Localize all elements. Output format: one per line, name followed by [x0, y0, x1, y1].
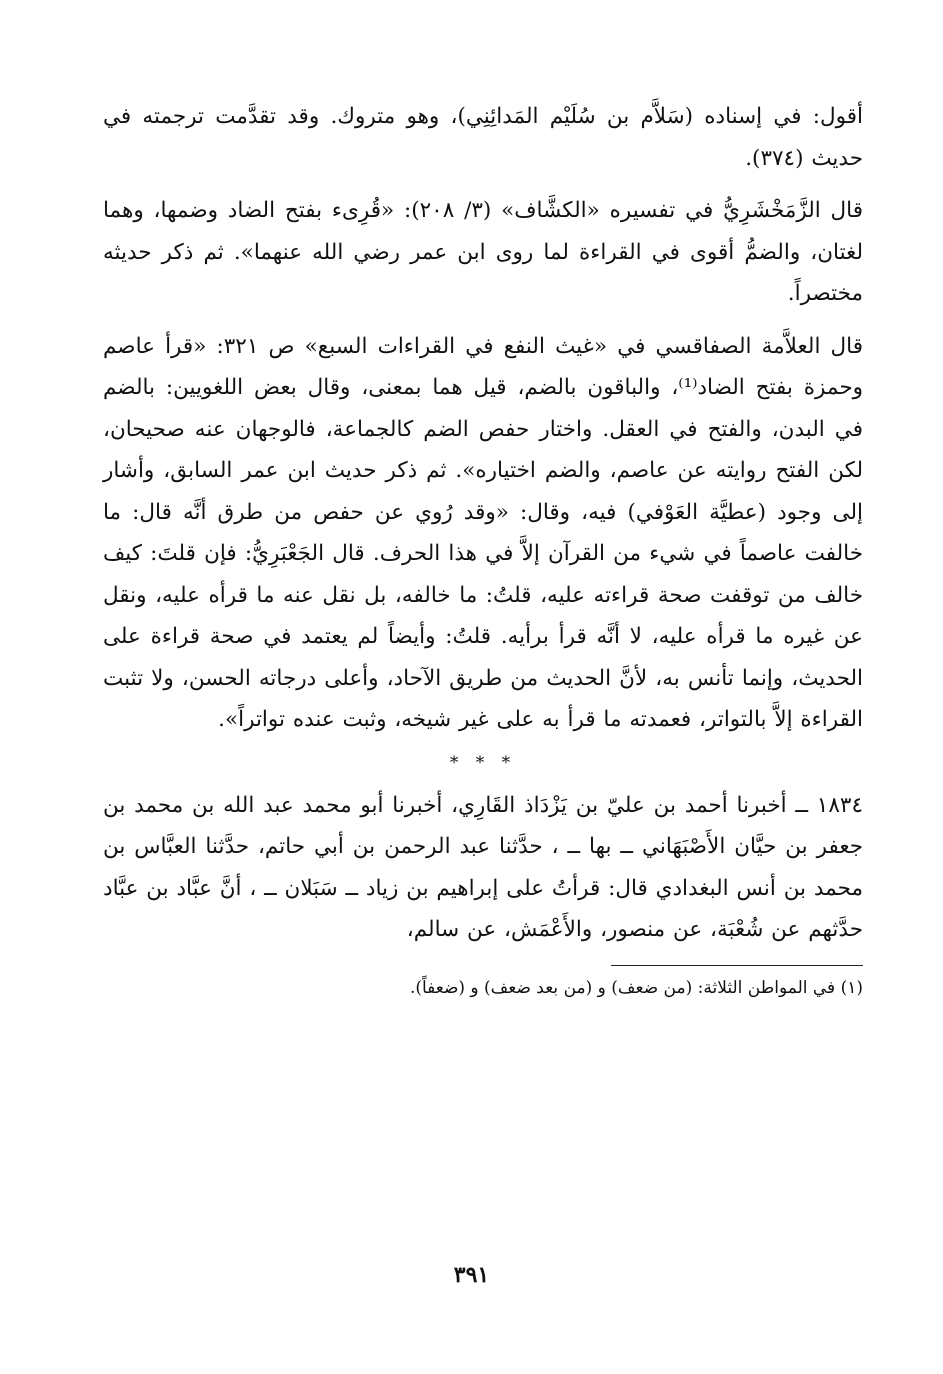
footnote-divider: [611, 965, 863, 966]
paragraph-3: قال العلاَّمة الصفاقسي في «غيث النفع في القراءات السبع» ص ٣٢١: «قرأ عاصم وحمزة بفتح الضاد⁽¹⁾، والباقون بالضم، قيل هما بمعنى، وقال بعض اللغويين: بالضم في البدن، والفتح في العقل. واختار حفص الضم كالجماعة، فالوجهان عنه صحيحان، لكن الفتح روايته عن عاصم، والضم اختياره». ثم ذكر حديث ابن عمر السابق، وأشار إلى وجود (عطيَّة العَوْفي) فيه، وقال: «وقد رُوي عن حفص من طرق أنَّه قال: ما خالفت عاصماً في شيء من القرآن إلاَّ في هذا الحرف. قال الجَعْبَرِيُّ: فإن قلتَ: كيف خالف من توقفت صحة قراءته عليه، قلتُ: ما خالفه، بل نقل عنه ما قرأه عليه، ونقل عن غيره ما قرأه عليه، لا أنَّه قرأ برأيه. قلتُ: وأيضاً لم يعتمد في صحة قراءة على الحديث، وإنما تأنس به، لأنَّ الحديث من طريق الآحاد، وأعلى درجاته الحسن، ولا تثبت القراءة إلاَّ بالتواتر، فعمدته ما قرأ به على غير شيخه، وثبت عنده تواتراً».: [103, 333, 864, 732]
paragraph-1: أقول: في إسناده (سَلاَّم بن سُلَيْم المَدائِنِي)، وهو متروك. وقد تقدَّمت ترجمته في حديث (٣٧٤).: [103, 104, 863, 171]
section-separator: * * *: [449, 752, 517, 773]
page-number: ٣٩١: [453, 1262, 490, 1288]
paragraph-2: قال الزَّمَخْشَرِيُّ في تفسيره «الكشَّاف» (٣/ ٢٠٨): «قُرِىء بفتح الضاد وضمها، وهما لغتان، والضمُّ أقوى في القراءة لما روى ابن عمر رضي الله عنهما». ثم ذكر حديثه مختصراً.: [103, 198, 864, 306]
page-body: [103, 96, 863, 1002]
paragraph-4: ١٨٣٤ ــ أخبرنا أحمد بن عليّ بن يَزْدَاذ القَارِي، أخبرنا أبو محمد عبد الله بن محمد بن جعفر بن حيَّان الأَصْبَهَاني ــ بها ــ ، حدَّثنا عبد الرحمن بن أبي حاتم، حدَّثنا العبَّاس بن محمد بن أنس البغدادي قال: قرأتُ على إبراهيم بن زياد ــ سَبَلان ــ ، أنَّ عبَّاد بن عبَّاد حدَّثهم عن شُعْبَة، عن منصور، والأَعْمَش، عن سالم،: [103, 792, 863, 942]
footnote: (١) في المواطن الثلاثة: (من ضعف) و (من بعد ضعف) و (ضعفاً).: [409, 977, 863, 998]
